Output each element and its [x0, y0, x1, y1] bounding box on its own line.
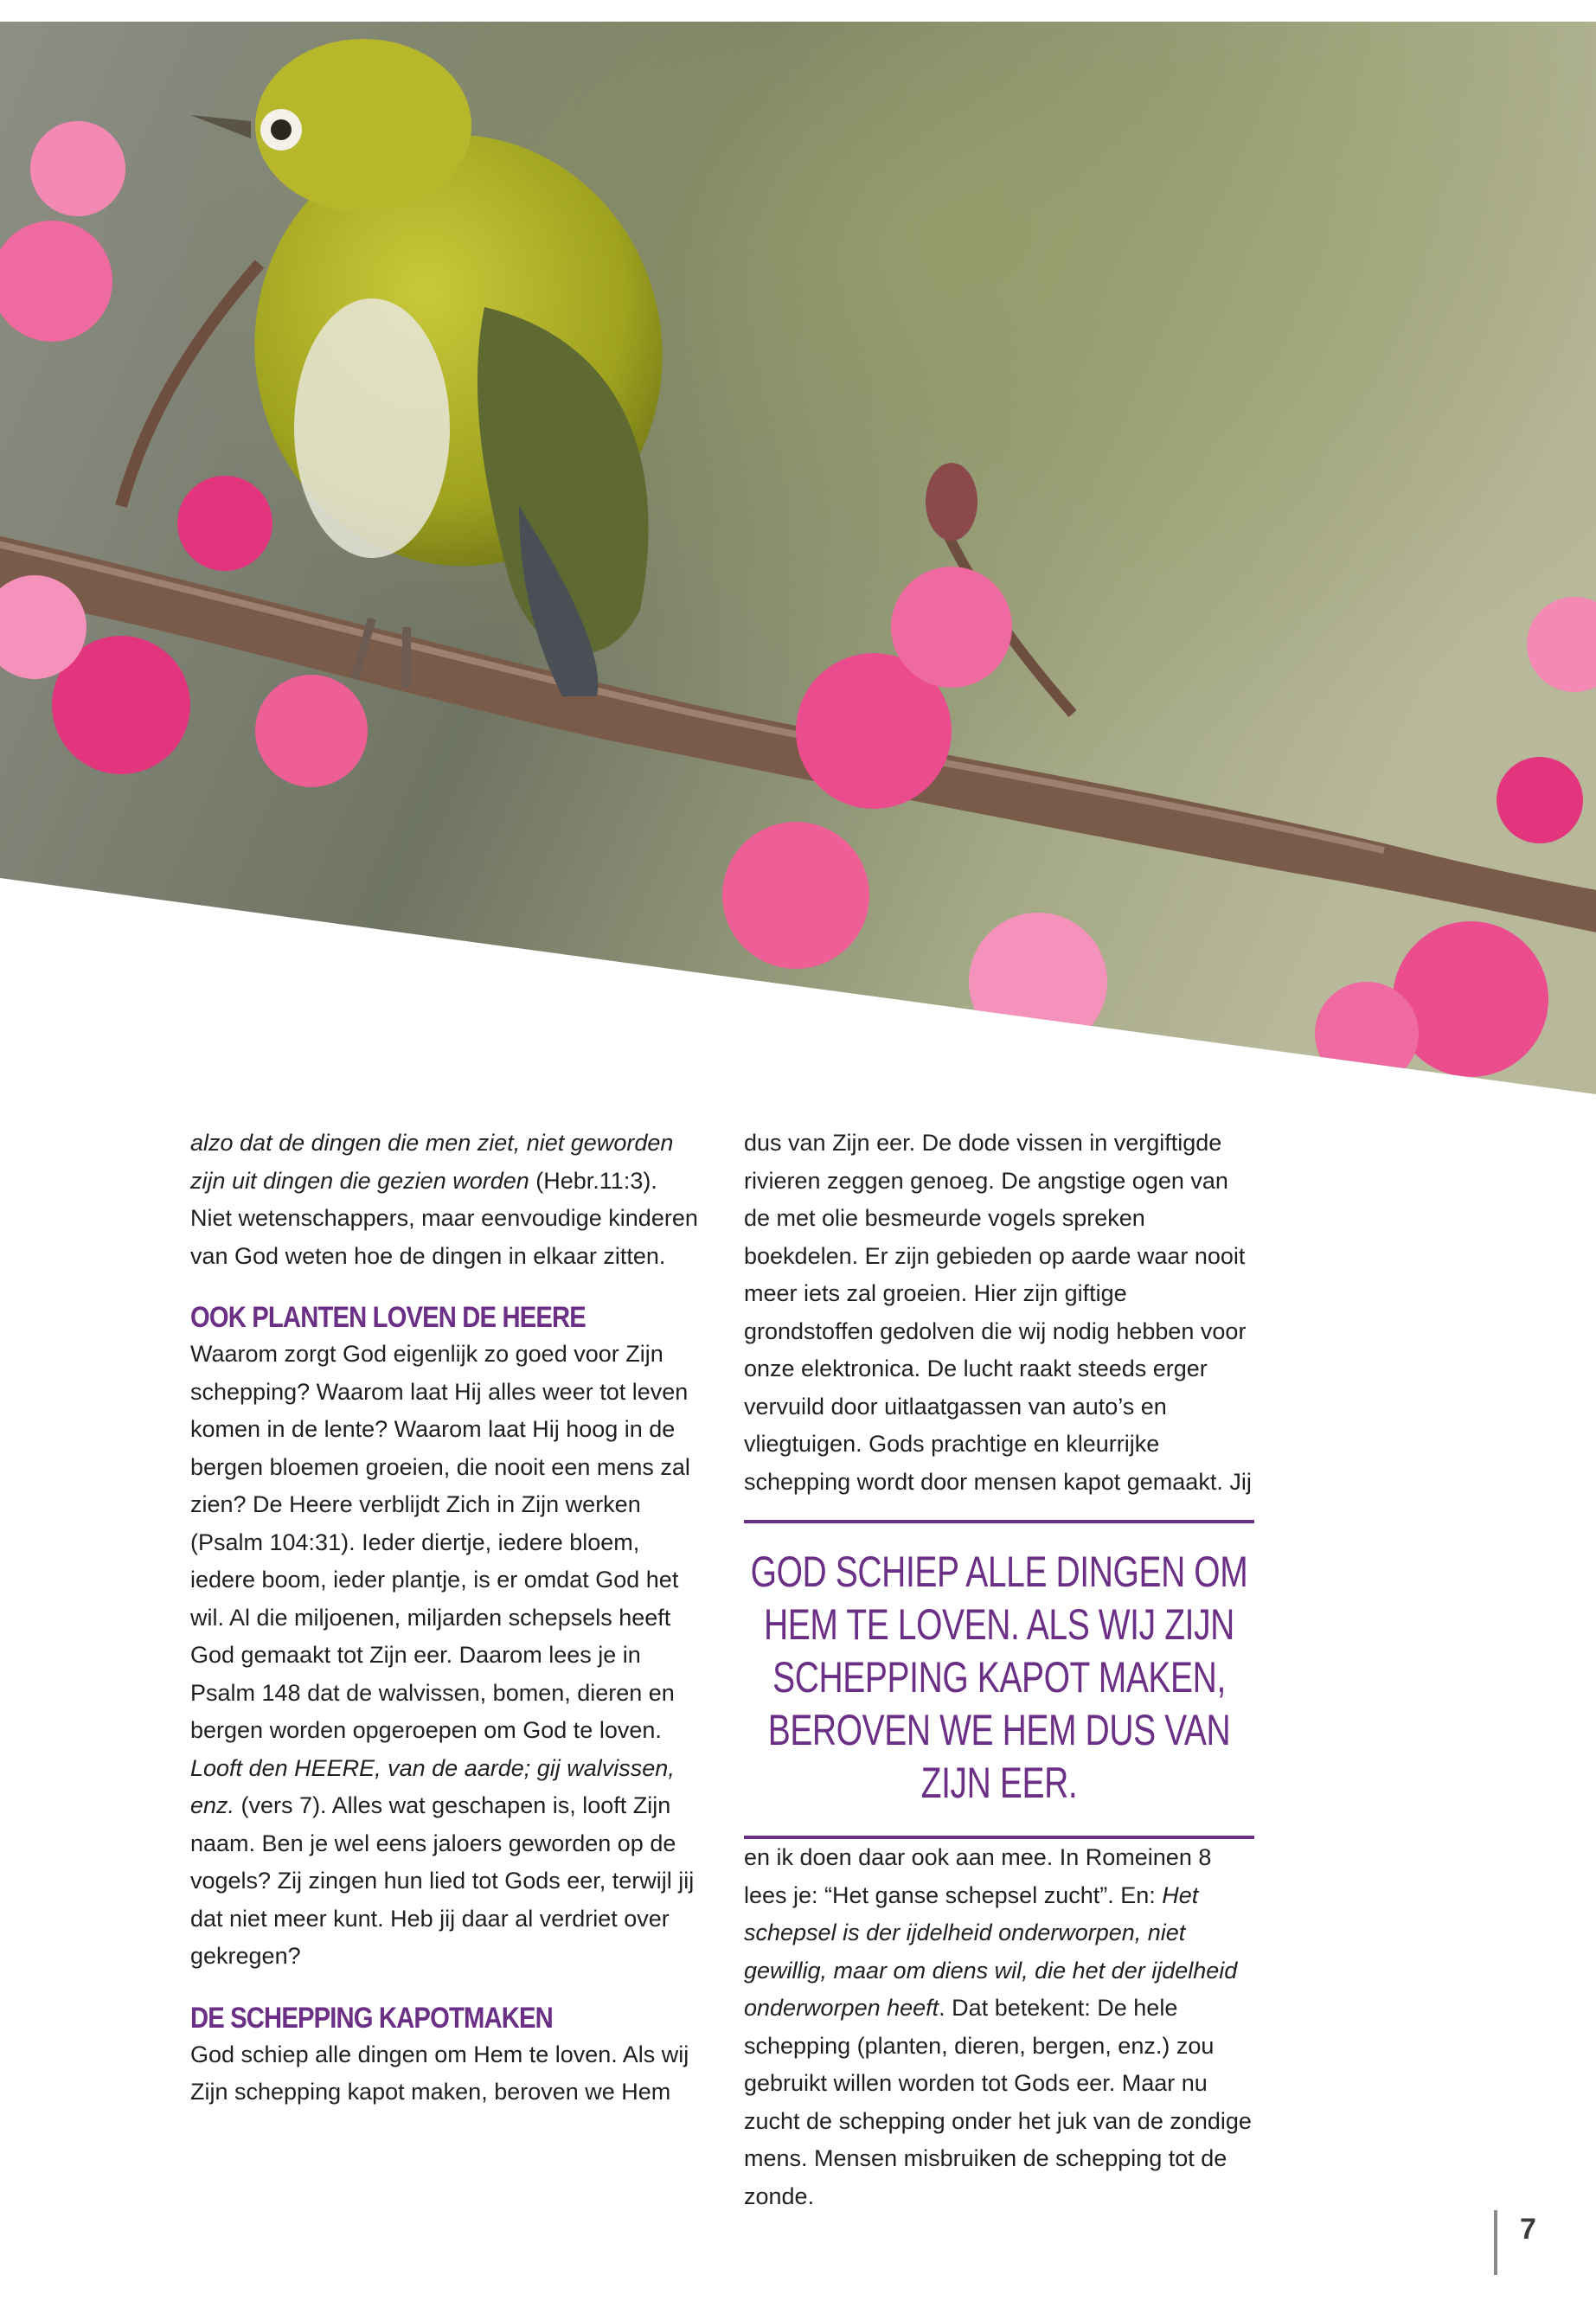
paragraph: en ik doen daar ook aan mee. In Romeinen 8 lees je: “Het ganse schepsel zucht”. En: Het schepsel is der ijdelheid onderworpen, niet gewillig, maar om diens wil, die het der ijdelheid onderworpen heeft. Dat betekent: De hele schepping (planten, dieren, bergen, enz.) zou gebruikt willen worden tot Gods eer. Maar nu zucht de schepping onder het juk van de zondige mens. Mensen misbruiken de schepping tot de zonde.: [744, 1844, 1252, 2209]
paragraph: Waarom zorgt God eigenlijk zo goed voor Zijn schepping? Waarom laat Hij alles weer tot leven komen in de lente? Waarom laat Hij hoog in de bergen bloemen groeien, die nooit een mens zal zien? De Heere verblijdt Zich in Zijn werken (Psalm 104:31). Ieder diertje, iedere bloem, iedere boom, ieder plantje, is er omdat God het wil. Al die miljoenen, miljarden schepsels heeft God gemaakt tot Zijn eer. Daarom lees je in Psalm 148 dat de walvissen, bomen, dieren en bergen worden opgeroepen om God te loven. Looft den HEERE, van de aarde; gij walvissen, enz. (vers 7). Alles wat geschapen is, looft Zijn naam. Ben je wel eens jaloers geworden op de vogels? Zij zingen hun lied tot Gods eer, terwijl jij dat niet meer kunt. Heb jij daar al verdriet over gekregen?: [190, 1341, 695, 1969]
section-heading-schepping: DE SCHEPPING KAPOTMAKEN: [190, 2001, 553, 2035]
bird-blossom-image: [0, 22, 1596, 1103]
header-photo: [0, 22, 1596, 1103]
page-number: 7: [1520, 2213, 1536, 2246]
page-number-divider: [1494, 2210, 1497, 2275]
left-column: [190, 1125, 701, 2112]
right-column: [744, 1125, 1254, 2215]
paragraph: God schiep alle dingen om Hem te loven. Als wij Zijn schepping kapot maken, beroven we Hem: [190, 2041, 689, 2105]
pull-quote-text: GOD SCHIEP ALLE DINGEN OM HEM TE LOVEN. ALS WIJ ZIJN SCHEPPING KAPOT MAKEN, BEROVEN WE HEM DUS VAN ZIJN EER.: [750, 1548, 1248, 1807]
paragraph: dus van Zijn eer. De dode vissen in vergiftigde rivieren zeggen genoeg. De angstige ogen van de met olie besmeurde vogels spreken boekdelen. Er zijn gebieden op aarde waar nooit meer iets zal groeien. Hier zijn giftige grondstoffen gedolven die wij nodig hebben voor onze elektronica. De lucht raakt steeds erger vervuild door uitlaatgassen van auto’s en vliegtuigen. Gods prachtige en kleurrijke schepping wordt door mensen kapot gemaakt. Jij: [744, 1130, 1252, 1495]
pull-quote: [744, 1520, 1254, 1839]
paragraph: alzo dat de dingen die men ziet, niet geworden zijn uit dingen die gezien worden (Hebr.11:3). Niet wetenschappers, maar eenvoudige kinderen van God weten hoe de dingen in elkaar zitten.: [190, 1130, 698, 1269]
section-heading-planten: OOK PLANTEN LOVEN DE HEERE: [190, 1301, 586, 1334]
